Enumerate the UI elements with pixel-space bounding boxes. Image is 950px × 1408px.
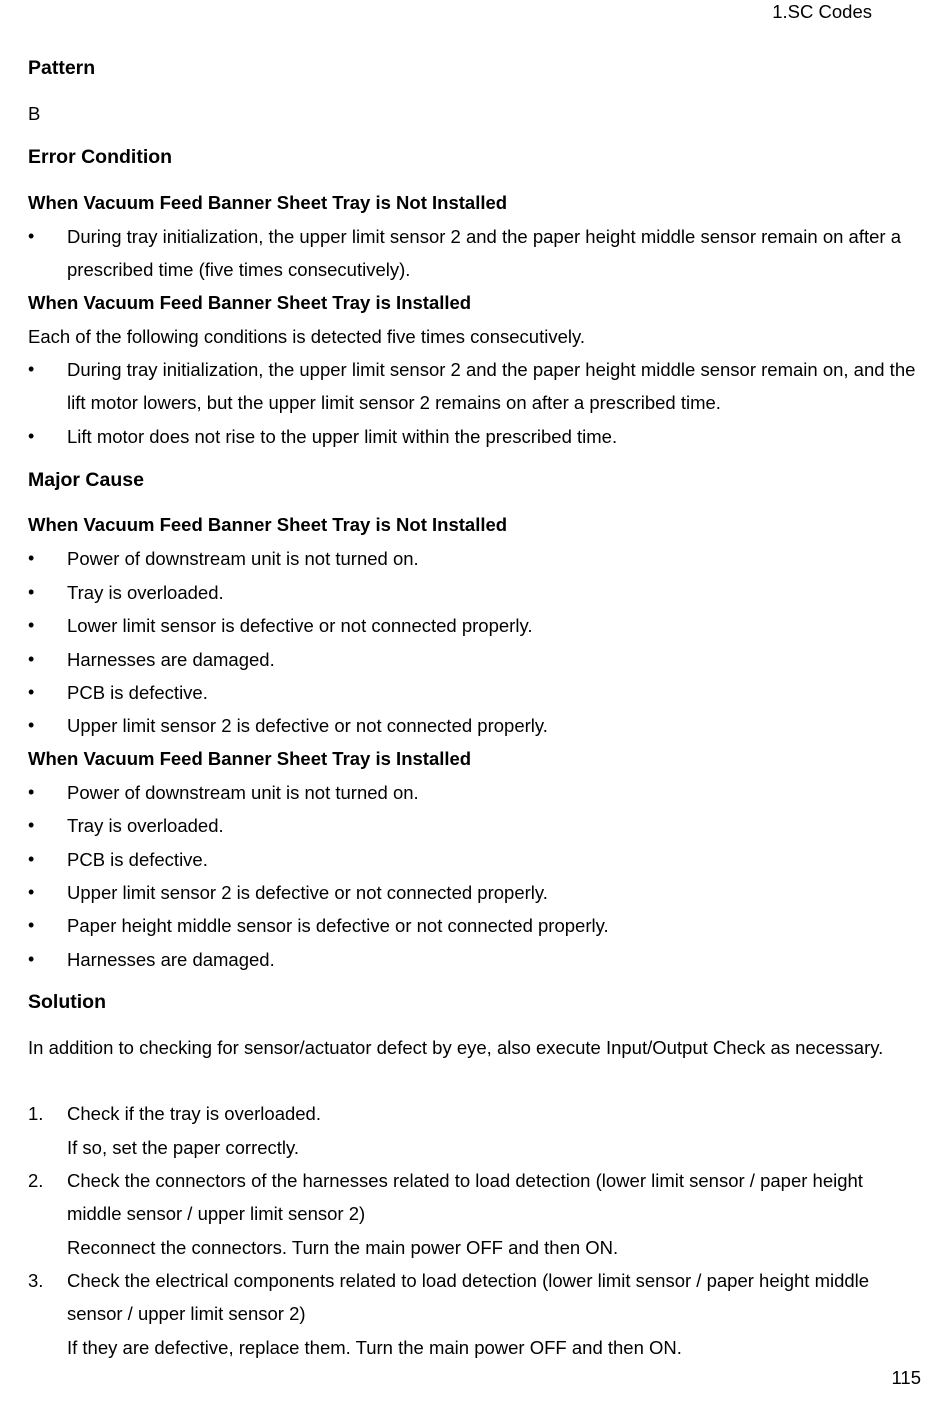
step-number: 2. <box>28 1170 44 1191</box>
step-number: 1. <box>28 1103 44 1124</box>
error-condition-heading: Error Condition <box>28 146 173 168</box>
bullet-icon: • <box>28 715 35 735</box>
bullet-icon: • <box>28 882 35 902</box>
list-item: • PCB is defective. <box>28 676 918 709</box>
list-item: • PCB is defective. <box>28 843 918 876</box>
bullet-icon: • <box>28 226 35 246</box>
bullet-icon: • <box>28 615 35 635</box>
solution-step <box>28 1164 918 1231</box>
bullet-icon: • <box>28 849 35 869</box>
error-installed-heading: When Vacuum Feed Banner Sheet Tray is Installed <box>28 292 472 313</box>
list-item: • Lower limit sensor is defective or not connected properly. <box>28 609 918 642</box>
list-item: • Power of downstream unit is not turned on. <box>28 542 918 575</box>
page-number: 115 <box>891 1367 921 1388</box>
bullet-icon: • <box>28 682 35 702</box>
step-text: Check the connectors of the harnesses related to load detection (lower limit sensor / paper height middle sensor / upper limit sensor 2) <box>67 1170 863 1225</box>
step-text: Check the electrical components related to load detection (lower limit sensor / paper height middle sensor / upper limit sensor 2) <box>67 1270 870 1325</box>
solution-heading: Solution <box>28 991 106 1013</box>
step-number: 3. <box>28 1270 44 1291</box>
step-detail: If so, set the paper correctly. <box>67 1137 300 1158</box>
solution-intro: In addition to checking for sensor/actuator defect by eye, also execute Input/Output Check as necessary. <box>28 1037 884 1058</box>
bullet-icon: • <box>28 359 35 379</box>
step-detail: Reconnect the connectors. Turn the main power OFF and then ON. <box>67 1237 619 1258</box>
solution-step <box>28 1264 918 1331</box>
list-item: • Tray is overloaded. <box>28 809 918 842</box>
list-item: • Tray is overloaded. <box>28 576 918 609</box>
cause-not-installed-heading: When Vacuum Feed Banner Sheet Tray is Not Installed <box>28 514 508 535</box>
bullet-icon: • <box>28 548 35 568</box>
list-item: • Upper limit sensor 2 is defective or not connected properly. <box>28 876 918 909</box>
pattern-value: B <box>28 103 41 124</box>
cause-installed-heading: When Vacuum Feed Banner Sheet Tray is Installed <box>28 748 472 769</box>
list-item: • Harnesses are damaged. <box>28 943 918 976</box>
bullet-icon: • <box>28 426 35 446</box>
list-item: • Paper height middle sensor is defective or not connected properly. <box>28 909 918 942</box>
bullet-icon: • <box>28 782 35 802</box>
major-cause-heading: Major Cause <box>28 469 144 491</box>
solution-step <box>28 1097 918 1130</box>
step-text: Check if the tray is overloaded. <box>67 1103 321 1124</box>
step-detail: If they are defective, replace them. Turn the main power OFF and then ON. <box>67 1337 682 1358</box>
page-header: 1.SC Codes <box>772 1 872 22</box>
list-item: • During tray initialization, the upper limit sensor 2 and the paper height middle sensor remain on after a prescribed time (five times consecutively). <box>28 220 918 287</box>
bullet-icon: • <box>28 649 35 669</box>
list-item: • Upper limit sensor 2 is defective or not connected properly. <box>28 709 918 742</box>
pattern-heading: Pattern <box>28 57 96 79</box>
list-item: • Power of downstream unit is not turned on. <box>28 776 918 809</box>
bullet-icon: • <box>28 582 35 602</box>
bullet-icon: • <box>28 815 35 835</box>
list-item: • Harnesses are damaged. <box>28 643 918 676</box>
list-item: • Lift motor does not rise to the upper limit within the prescribed time. <box>28 420 918 453</box>
bullet-icon: • <box>28 915 35 935</box>
error-installed-intro: Each of the following conditions is detected five times consecutively. <box>28 326 586 347</box>
list-item: • During tray initialization, the upper limit sensor 2 and the paper height middle sensor remain on, and the lift motor lowers, but the upper limit sensor 2 remains on after a prescribed time. <box>28 353 918 420</box>
error-not-installed-heading: When Vacuum Feed Banner Sheet Tray is Not Installed <box>28 192 508 213</box>
bullet-icon: • <box>28 949 35 969</box>
